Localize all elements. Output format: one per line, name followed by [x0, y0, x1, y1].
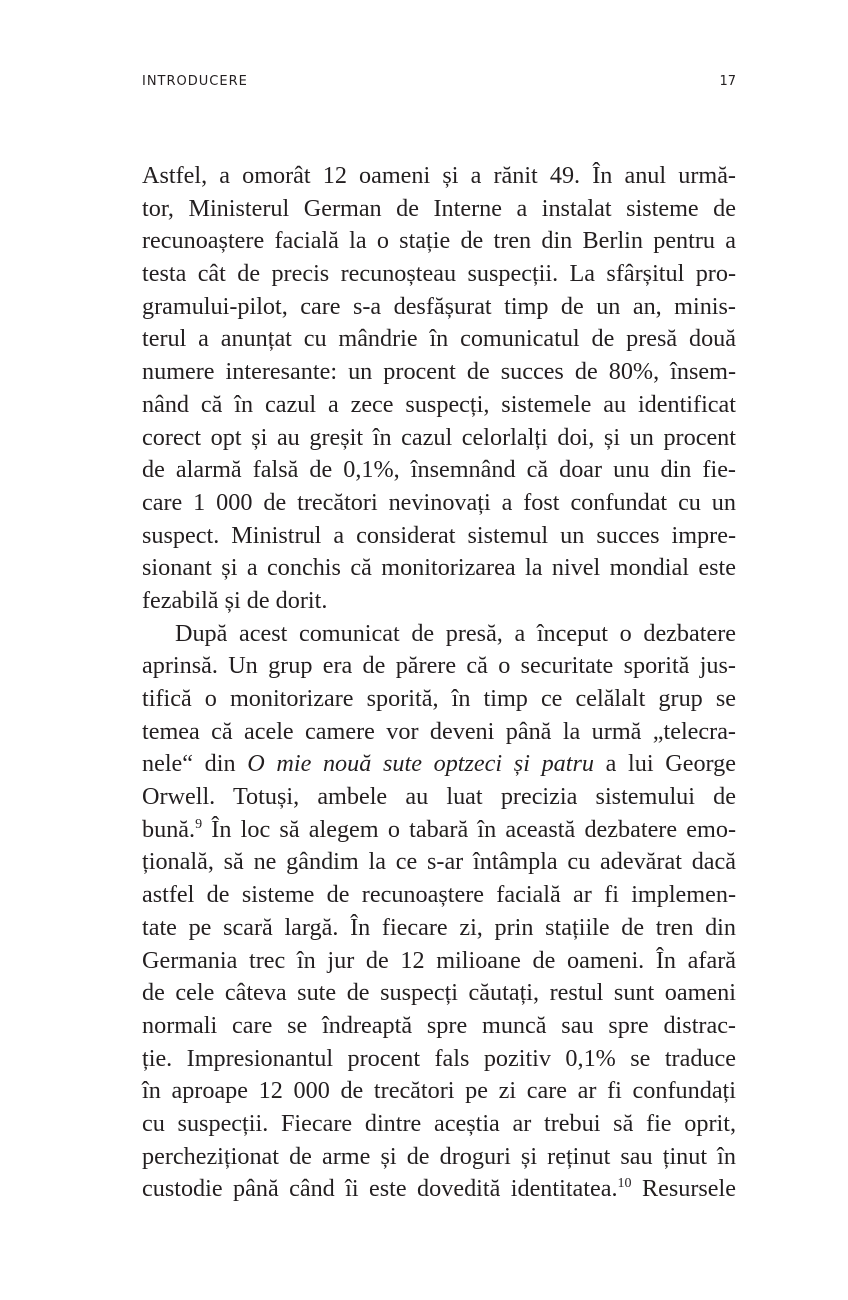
paragraph-1 [142, 160, 736, 618]
text-line: în aproape 12 000 de trecători pe zi care ar fi confundați [142, 1077, 736, 1105]
footnote-ref-9[interactable]: 9 [195, 816, 203, 832]
text-fragment: În loc să alegem o tabară în această dezbatere emo- [202, 815, 736, 843]
text-line: astfel de sisteme de recunoaștere facială ar fi implemen- [142, 881, 736, 909]
text-line: care 1 000 de trecători nevinovați a fost confundat cu un [142, 488, 736, 516]
text-fragment: custodie până când îi este dovedită identitatea. [142, 1175, 618, 1203]
text-line: țională, să ne gândim la ce s-ar întâmpla cu adevărat dacă [142, 848, 736, 876]
text-line: temea că acele camere vor deveni până la urmă „telecra- [142, 717, 736, 745]
text-fragment: bună. [142, 815, 196, 843]
text-line: fezabilă și de dorit. [142, 586, 328, 614]
text-line-with-book-title [142, 748, 736, 781]
text-line: recunoaștere facială la o stație de tren din Berlin pentru a [142, 227, 736, 255]
text-fragment: Resursele [631, 1175, 736, 1203]
text-line: tifică o monitorizare sporită, în timp ce celălalt grup se [142, 685, 736, 712]
text-line-with-footnote [142, 814, 736, 847]
text-line: de cele câteva sute de suspecți căutați, restul sunt oameni [142, 979, 736, 1007]
body-text [142, 160, 736, 1206]
page-number: 17 [719, 74, 736, 89]
text-line: percheziționat de arme și de droguri și reținut sau ținut în [142, 1142, 736, 1170]
text-line: corect opt și au greșit în cazul celorlalți doi, și un procent [142, 423, 736, 451]
text-line: de alarmă falsă de 0,1%, însemnând că doar unu din fie- [142, 456, 736, 484]
text-line: cu suspecții. Fiecare dintre aceștia ar trebui să fie oprit, [142, 1109, 736, 1137]
text-line: aprinsă. Un grup era de părere că o securitate sporită jus- [142, 652, 736, 680]
text-line: testa cât de precis recunoșteau suspecții. La sfârșitul pro- [142, 260, 736, 288]
text-line: suspect. Ministrul a considerat sistemul un succes impre- [142, 521, 736, 549]
text-line: gramului-pilot, care s-a desfășurat timp de un an, minis- [142, 292, 736, 320]
book-title: O mie nouă sute optzeci și patru [247, 750, 594, 778]
text-line: ție. Impresionantul procent fals pozitiv 0,1% se traduce [142, 1044, 736, 1072]
text-line: numere interesante: un procent de succes de 80%, însem- [142, 358, 736, 386]
text-line: nând că în cazul a zece suspecți, sistemele au identificat [142, 390, 736, 418]
paragraph-2 [142, 618, 736, 1206]
text-line: Germania trec în jur de 12 milioane de oameni. În afară [142, 946, 736, 974]
text-line: normali care se îndreaptă spre muncă sau spre distrac- [142, 1011, 736, 1039]
section-title: INTRODUCERE [142, 74, 248, 89]
text-line: terul a anunțat cu mândrie în comunicatul de presă două [142, 325, 736, 353]
text-line: sionant și a conchis că monitorizarea la nivel mondial este [142, 554, 736, 582]
footnote-ref-10[interactable]: 10 [617, 1176, 632, 1192]
text-line: După acest comunicat de presă, a început o dezbatere [175, 619, 736, 647]
running-head [142, 74, 736, 89]
text-line-with-footnote [142, 1173, 736, 1206]
text-line: tor, Ministerul German de Interne a instalat sisteme de [142, 194, 736, 222]
text-fragment: nele“ din [142, 750, 248, 778]
text-fragment: a lui George [594, 750, 736, 778]
text-line: Astfel, a omorât 12 oameni și a rănit 49. În anul urmă- [142, 162, 736, 189]
text-line: tate pe scară largă. În fiecare zi, prin stațiile de tren din [142, 913, 736, 941]
text-line: Orwell. Totuși, ambele au luat precizia sistemului de [142, 783, 736, 811]
